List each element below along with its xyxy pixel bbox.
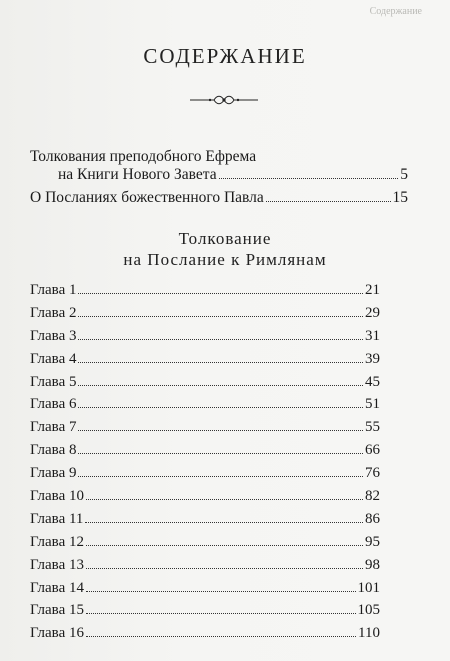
chapter-label: Глава 6 <box>30 396 77 413</box>
toc-chapter-row[interactable] <box>30 580 380 603</box>
toc-entry-text: О Посланиях божественного Павла <box>30 189 264 206</box>
chapter-page-number: 66 <box>365 442 380 459</box>
toc-chapter-row[interactable] <box>30 488 380 511</box>
section-heading-line2: на Послание к Римлянам <box>123 250 327 269</box>
toc-chapter-row[interactable] <box>30 602 380 625</box>
toc-chapter-row[interactable] <box>30 282 380 305</box>
chapter-page-number: 110 <box>358 625 380 642</box>
chapter-page-number: 86 <box>365 510 380 527</box>
chapter-label: Глава 15 <box>30 602 84 619</box>
chapter-label: Глава 5 <box>30 373 77 390</box>
toc-chapter-row[interactable] <box>30 328 380 351</box>
chapter-page-number: 55 <box>365 419 380 436</box>
toc-entry-pauline-epistles[interactable] <box>30 189 408 207</box>
dot-leader <box>266 201 391 202</box>
chapter-page-number: 21 <box>365 282 380 298</box>
chapter-page-number: 39 <box>365 350 380 367</box>
toc-chapter-row[interactable] <box>30 442 380 465</box>
toc-chapter-row[interactable] <box>30 396 380 419</box>
chapter-page-number: 51 <box>365 396 380 413</box>
dot-leader <box>86 636 356 637</box>
dot-leader <box>86 545 363 546</box>
dot-leader <box>219 178 399 179</box>
toc-entry-ephrem[interactable] <box>30 148 408 184</box>
chapter-page-number: 105 <box>357 602 380 619</box>
dot-leader <box>85 522 363 523</box>
toc-page-number: 5 <box>400 166 408 183</box>
dot-leader <box>86 591 356 592</box>
toc-chapter-row[interactable] <box>30 374 380 397</box>
chapter-page-number: 76 <box>365 465 380 482</box>
dot-leader <box>86 499 363 500</box>
page-title: СОДЕРЖАНИЕ <box>143 44 307 68</box>
dot-leader <box>86 613 356 614</box>
dot-leader <box>78 293 363 294</box>
chapter-label: Глава 2 <box>30 304 77 321</box>
dot-leader <box>86 568 363 569</box>
chapter-label: Глава 7 <box>30 419 77 436</box>
chapter-label: Глава 14 <box>30 579 84 596</box>
chapter-label: Глава 10 <box>30 488 84 505</box>
chapter-page-number: 29 <box>365 304 380 321</box>
chapter-page-number: 82 <box>365 488 380 505</box>
chapter-page-number: 31 <box>365 327 380 344</box>
chapter-label: Глава 3 <box>30 327 77 344</box>
chapter-label: Глава 11 <box>30 510 84 527</box>
dot-leader <box>78 407 363 408</box>
toc-chapter-row[interactable] <box>30 625 380 648</box>
toc-chapter-row[interactable] <box>30 557 380 580</box>
running-head: Содержание <box>369 6 422 17</box>
chapter-label: Глава 8 <box>30 442 77 459</box>
ornament-divider-icon <box>188 92 260 108</box>
dot-leader <box>78 385 363 386</box>
chapter-label: Глава 13 <box>30 556 84 573</box>
toc-chapter-row[interactable] <box>30 305 380 328</box>
dot-leader <box>78 453 363 454</box>
chapter-list <box>30 282 380 648</box>
dot-leader <box>78 316 363 317</box>
dot-leader <box>78 362 363 363</box>
chapter-label: Глава 16 <box>30 625 84 642</box>
chapter-page-number: 98 <box>365 556 380 573</box>
dot-leader <box>78 476 363 477</box>
chapter-label: Глава 1 <box>30 282 77 298</box>
toc-page-number: 15 <box>392 189 408 206</box>
toc-chapter-row[interactable] <box>30 534 380 557</box>
dot-leader <box>78 339 363 340</box>
toc-chapter-row[interactable] <box>30 419 380 442</box>
toc-entry-text-continued: на Книги Нового Завета <box>58 166 217 183</box>
chapter-page-number: 95 <box>365 533 380 550</box>
section-heading <box>0 228 450 270</box>
toc-chapter-row[interactable] <box>30 465 380 488</box>
chapter-label: Глава 9 <box>30 465 77 482</box>
chapter-page-number: 101 <box>357 579 380 596</box>
toc-chapter-row[interactable] <box>30 351 380 374</box>
toc-entry-text: Толкования преподобного Ефрема <box>30 148 257 165</box>
toc-chapter-row[interactable] <box>30 511 380 534</box>
dot-leader <box>78 430 363 431</box>
chapter-page-number: 45 <box>365 373 380 390</box>
chapter-label: Глава 12 <box>30 533 84 550</box>
section-heading-line1: Толкование <box>178 229 272 248</box>
chapter-label: Глава 4 <box>30 350 77 367</box>
